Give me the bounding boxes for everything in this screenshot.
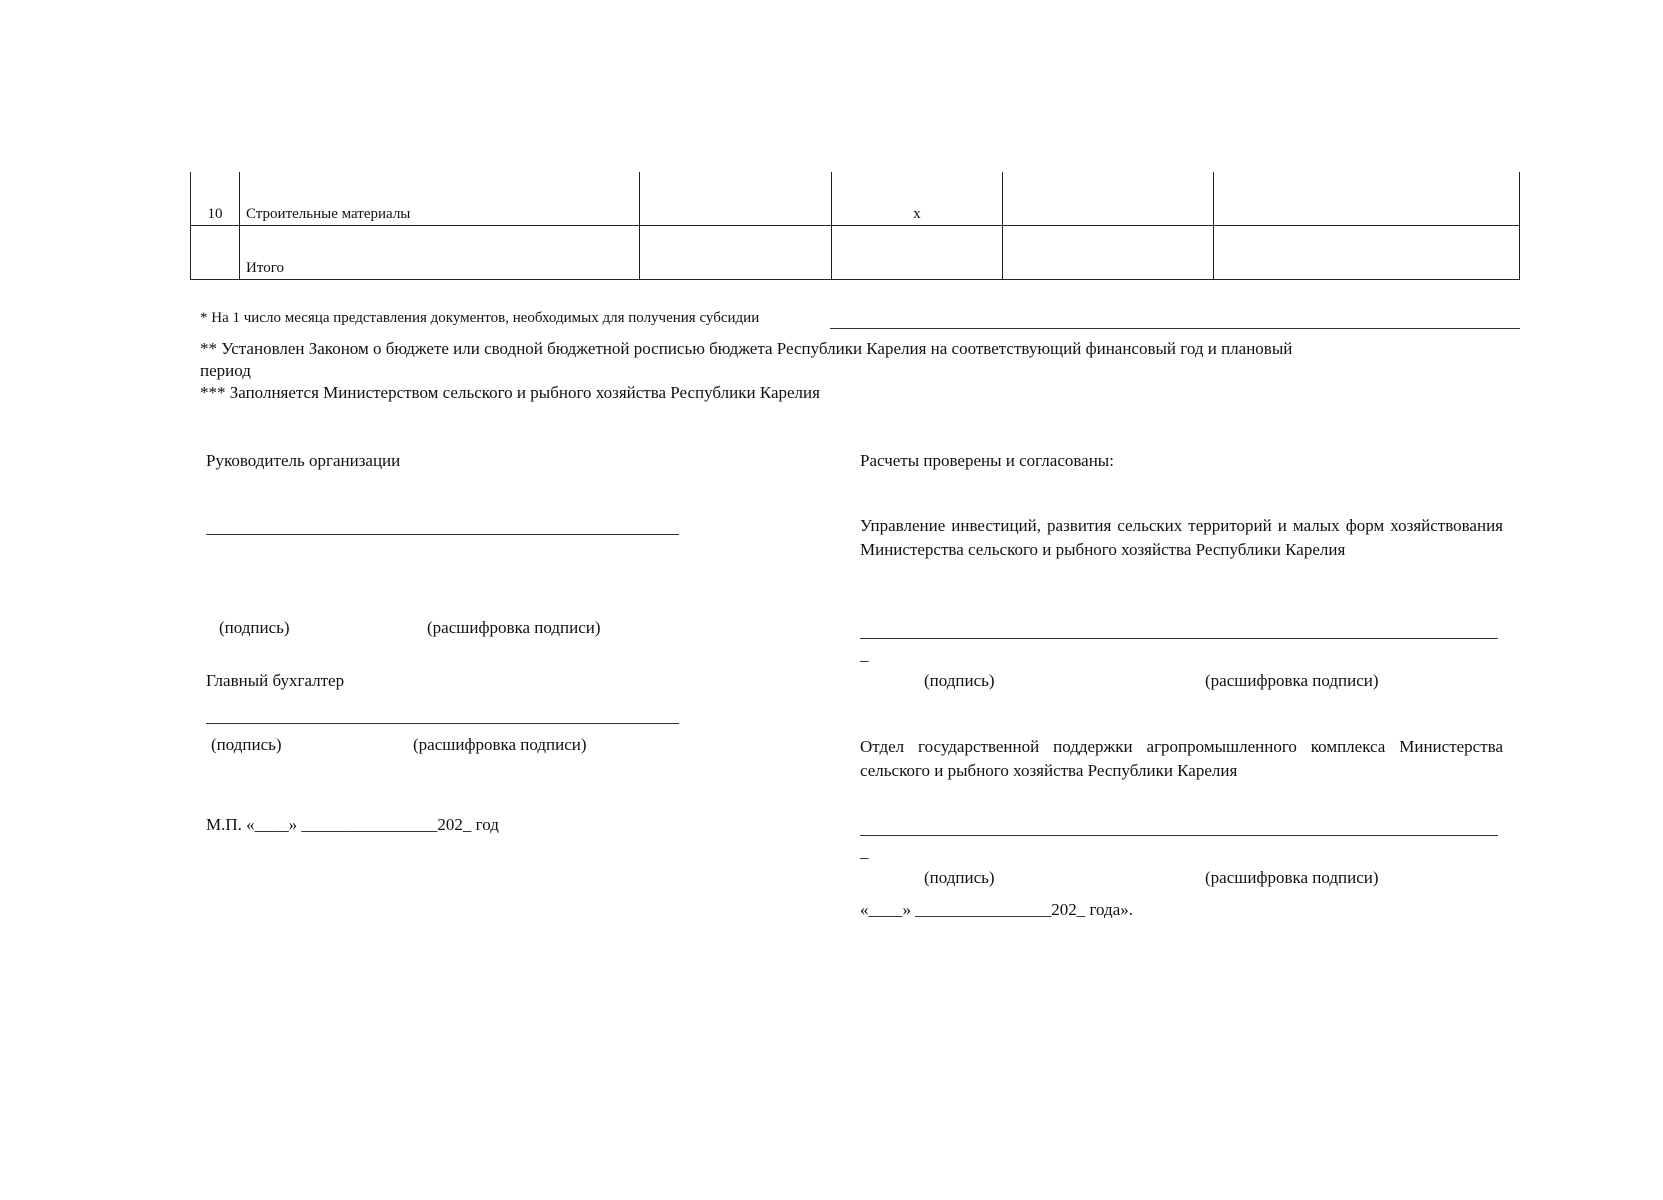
department-1-signature-caption: (подпись) [924,671,995,690]
chief-accountant-label: Главный бухгалтер [206,671,345,690]
row-mark [832,226,1003,280]
department-2-signature-decode-caption: (расшифровка подписи) [1205,868,1379,887]
subsidy-table [190,172,1520,280]
footnote-1-line [830,328,1520,329]
head-of-organization-label: Руководитель организации [206,451,401,470]
footnote-2-line1: ** Установлен Законом о бюджете или сводной бюджетной росписью бюджета Республики Карелия на соответствующий финансовый год и плановый [200,339,1293,358]
row-cell [1214,172,1520,226]
accountant-signature-line [206,723,679,724]
footnote-3: *** Заполняется Министерством сельского и рыбного хозяйства Республики Карелия [200,383,820,402]
department-1-line-dash: _ [860,645,869,664]
row-cell [1003,172,1214,226]
table-row [191,226,1520,280]
row-mark: х [832,172,1003,226]
department-1-signature-decode-caption: (расшифровка подписи) [1205,671,1379,690]
calculations-checked-label: Расчеты проверены и согласованы: [860,451,1114,470]
row-number [191,226,240,280]
table-row [191,172,1520,226]
head-signature-caption: (подпись) [219,618,290,637]
row-name: Строительные материалы [240,172,640,226]
stamp-and-date: М.П. «____» ________________202_ год [206,815,499,834]
head-signature-decode-caption: (расшифровка подписи) [427,618,601,637]
footnote-2-line2: период [200,361,251,380]
head-signature-line [206,534,679,535]
department-2-signature-caption: (подпись) [924,868,995,887]
row-cell [640,226,832,280]
accountant-signature-caption: (подпись) [211,735,282,754]
department-2-line-dash: _ [860,842,869,861]
row-name: Итого [240,226,640,280]
row-number: 10 [191,172,240,226]
row-cell [1214,226,1520,280]
accountant-signature-decode-caption: (расшифровка подписи) [413,735,587,754]
agro-support-department-name: Отдел государственной поддержки агропромышленного комплекса Министерства сельского и рыбного хозяйства Республики Карелия [860,737,1503,780]
investment-department-name: Управление инвестиций, развития сельских территорий и малых форм хозяйствования Министерства сельского и рыбного хозяйства Республики Карелия [860,516,1503,559]
approval-date: «____» ________________202_ года». [860,900,1134,919]
department-1-signature-line [860,638,1498,639]
row-cell [1003,226,1214,280]
row-cell [640,172,832,226]
department-2-signature-line [860,835,1498,836]
footnote-1: * На 1 число месяца представления документов, необходимых для получения субсидии [200,310,760,326]
